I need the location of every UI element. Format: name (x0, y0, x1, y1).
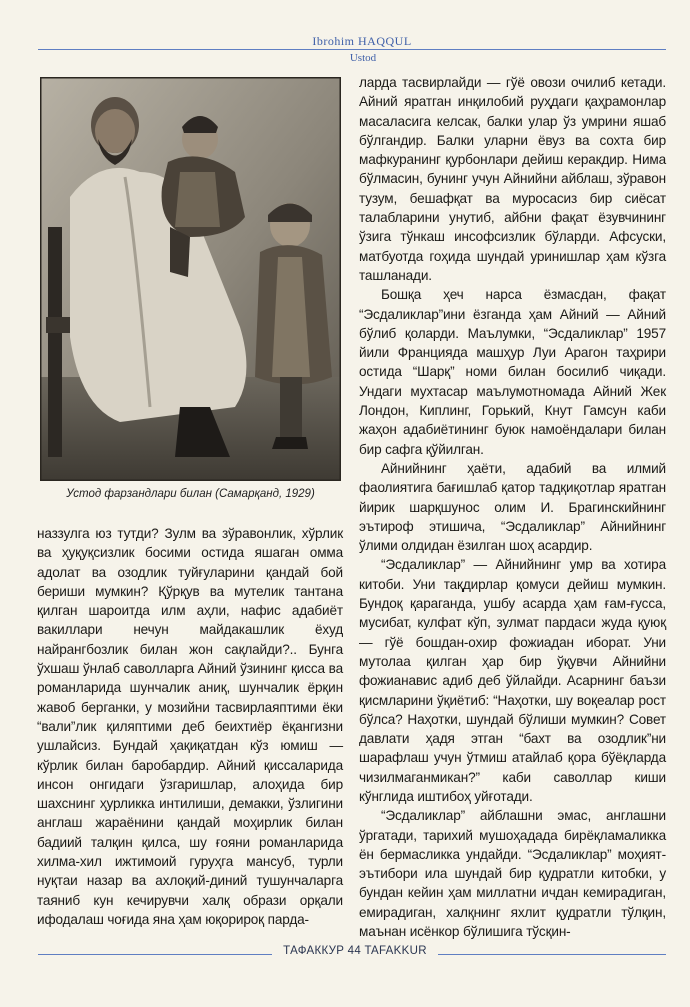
left-text-column (37, 524, 343, 929)
footer-rule-left (38, 954, 272, 955)
photo-image (40, 77, 341, 481)
section-name: Ustod (349, 52, 377, 64)
paragraph: наззулга юз тутди? Зулм ва зўравонлик, хўрлик ва ҳуқуқсизлик босими остида яшаган омма адолат ва озодлик туйғуларини қандай бой бериши мумкин? Қўрқув ва мутелик тантана қилган шароитда илм аҳли, нафис адабиёт вакиллари нечун майдакашлик ёхуд найрангбозлик билан жон сақлайди?.. Бунга ўхшаш ўнлаб саволларга Айний ўзининг қисса ва романларида шунчалик аниқ, шунчалик ёрқин жавоб берганки, у мозийни тасвирлаяптими ёки “вали”лик қиляптими деб беихтиёр ёқангизни ушлайсиз. Бундай ҳақиқатдан кўз юмиш — кўрлик билан баробардир. Айний қиссаларида инсон онгидаги ўзгаришлар, алоҳида бир шахснинг ҳурликка интилиши, демакки, ўзлигини англаш жараёнини қандай моҳирлик билан бадиий талқин қилса, шу ғояни романларида хилма-хил ижтимоий гуруҳга мансуб, турли нуқтаи назар ва ахлоқий-диний тушунчаларга таяниб кун кечирувчи халқ образи орқали ифодалаш чоғида яна ҳам юқорироқ парда- (37, 526, 343, 927)
historical-photo (40, 77, 341, 481)
paragraph: Айнийнинг ҳаёти, адабий ва илмий фаолиятига бағишлаб қатор тадқиқотлар яратган йирик шарқшунос олим И. Брагинскийнинг эътироф этишича, “Эсдаликлар” Айнийнинг ўлими олдидан ёзилган шоҳ асардир. (359, 460, 666, 554)
author-name: Ibrohim HAQQUL (312, 34, 412, 48)
header-rule (38, 49, 666, 50)
paragraph: “Эсдаликлар” — Айнийнинг умр ва хотира китоби. Уни тақдирлар қомуси дейиш мумкин. Бундоқ қараганда, ушбу асарда ҳам ғам-ғусса, мусибат, кулфат кўп, зулмат пардаси жуда қуюқ — гўё бошдан-охир фожиадан иборат. Уни мутолаа қилган ҳар бир ўқувчи Айнийни фожианавис адиб деб ўйлайди. Асарнинг баъзи қисмларини ўқиётиб: “Наҳотки, шу воқеалар рост бўлса? Наҳотки, шундай бўлиши мумкин? Совет давлати ҳадя этган “бахт ва озодлик”ни шарафлаш учун ўтмиш атайлаб қора бўёқларда чизилмаганмикан?” каби саволлар киши кўнглида иштибоҳ уйғотади. (359, 557, 666, 804)
footer-journal-page: ТАФАККУР 44 TAFAKKUR (283, 945, 427, 957)
paragraph: “Эсдаликлар” айблашни эмас, англашни ўргатади, тарихий мушоҳадада бирёқламаликка ён бермасликка ундайди. “Эсдаликлар” моҳият-эътибори ила шундай бир қудратли китобки, у бундан кейин ҳам миллатни ичдан кемирадиган, емирадиган, халқнинг яхлит қудратли тўлқин, маънан исёнкор бўлишига тўсқин- (359, 808, 666, 940)
paragraph: ларда тасвирлайди — гўё овози очилиб кетади. Айний яратган инқилобий руҳдаги қаҳрамонлар масаласига келсак, балки улар ўз умрини яшаб бўлгандир. Балки уларни ёвуз ва сохта бир мафкуранинг қурбонлари дейиш керакдир. Нима бўлмасин, бунинг учун Айнийни айблаш, зўравон тузум, бешафқат ва муросасиз бир сиёсат талабларини унутиб, айбни фақат ёзувчининг ўзига тўнкаш инсофсизлик бўларди. Афсуски, матбуотда гоҳида шундай уринишлар ҳам кўзга ташланади. (359, 75, 666, 283)
paragraph: Бошқа ҳеч нарса ёзмасдан, фақат “Эсдаликлар”ини ёзганда ҳам Айний — Айний бўлиб қоларди. Маълумки, “Эсдаликлар” 1957 йили Францияда машҳур Луи Арагон таҳрири остида “Шарқ” номи билан босилиб чиқади. Ундаги мухтасар маълумотномада Айний Жек Лондон, Киплинг, Горький, Кнут Гамсун каби жаҳон адабиётининг буюк намоёндалари билан бир сафга қўйилган. (359, 287, 666, 457)
footer-rule-right (438, 954, 666, 955)
right-text-column (359, 73, 666, 941)
photo-caption: Устод фарзандлари билан (Самарқанд, 1929) (66, 488, 315, 500)
page-footer (0, 943, 690, 963)
